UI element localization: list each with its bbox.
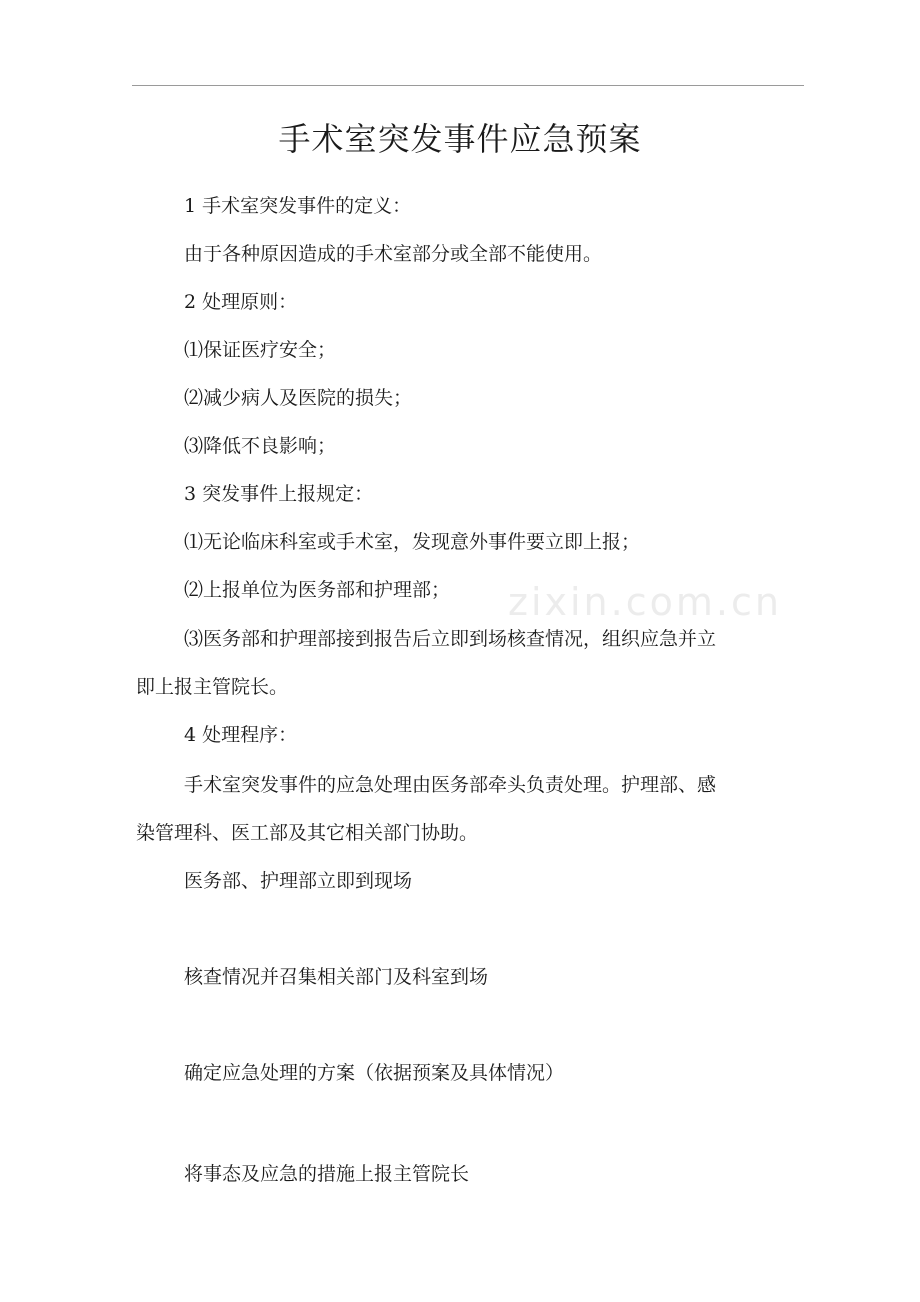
section-4-heading: 4 处理程序： [184, 724, 298, 746]
section-1-text: 由于各种原因造成的手术室部分或全部不能使用。 [184, 243, 603, 265]
report-rule-1: ⑴无论临床科室或手术室，发现意外事件要立即上报； [184, 531, 641, 553]
document-title: 手术室突发事件应急预案 [278, 120, 642, 158]
section-3-heading: 3 突发事件上报规定： [184, 483, 374, 505]
report-rule-2: ⑵上报单位为医务部和护理部； [184, 579, 451, 601]
report-rule-3-line-1: ⑶医务部和护理部接到报告后立即到场核查情况，组织应急并立 [184, 628, 717, 650]
section-2-heading: 2 处理原则： [184, 291, 298, 313]
header-rule [132, 85, 804, 86]
procedure-text-line-2: 染管理科、医工部及其它相关部门协助。 [136, 822, 479, 844]
procedure-step-2: 核查情况并召集相关部门及科室到场 [184, 966, 489, 988]
principle-item-2: ⑵减少病人及医院的损失； [184, 387, 413, 409]
procedure-step-4: 将事态及应急的措施上报主管院长 [184, 1163, 470, 1185]
procedure-text-line-1: 手术室突发事件的应急处理由医务部牵头负责处理。护理部、感 [184, 774, 717, 796]
principle-item-3: ⑶降低不良影响； [184, 435, 337, 457]
procedure-step-1: 医务部、护理部立即到现场 [184, 870, 413, 892]
section-1-heading: 1 手术室突发事件的定义： [184, 195, 412, 217]
watermark: zixin.com.cn [508, 580, 782, 624]
report-rule-3-line-2: 即上报主管院长。 [136, 676, 289, 698]
principle-item-1: ⑴保证医疗安全； [184, 339, 337, 361]
procedure-step-3: 确定应急处理的方案（依据预案及具体情况） [184, 1062, 565, 1084]
